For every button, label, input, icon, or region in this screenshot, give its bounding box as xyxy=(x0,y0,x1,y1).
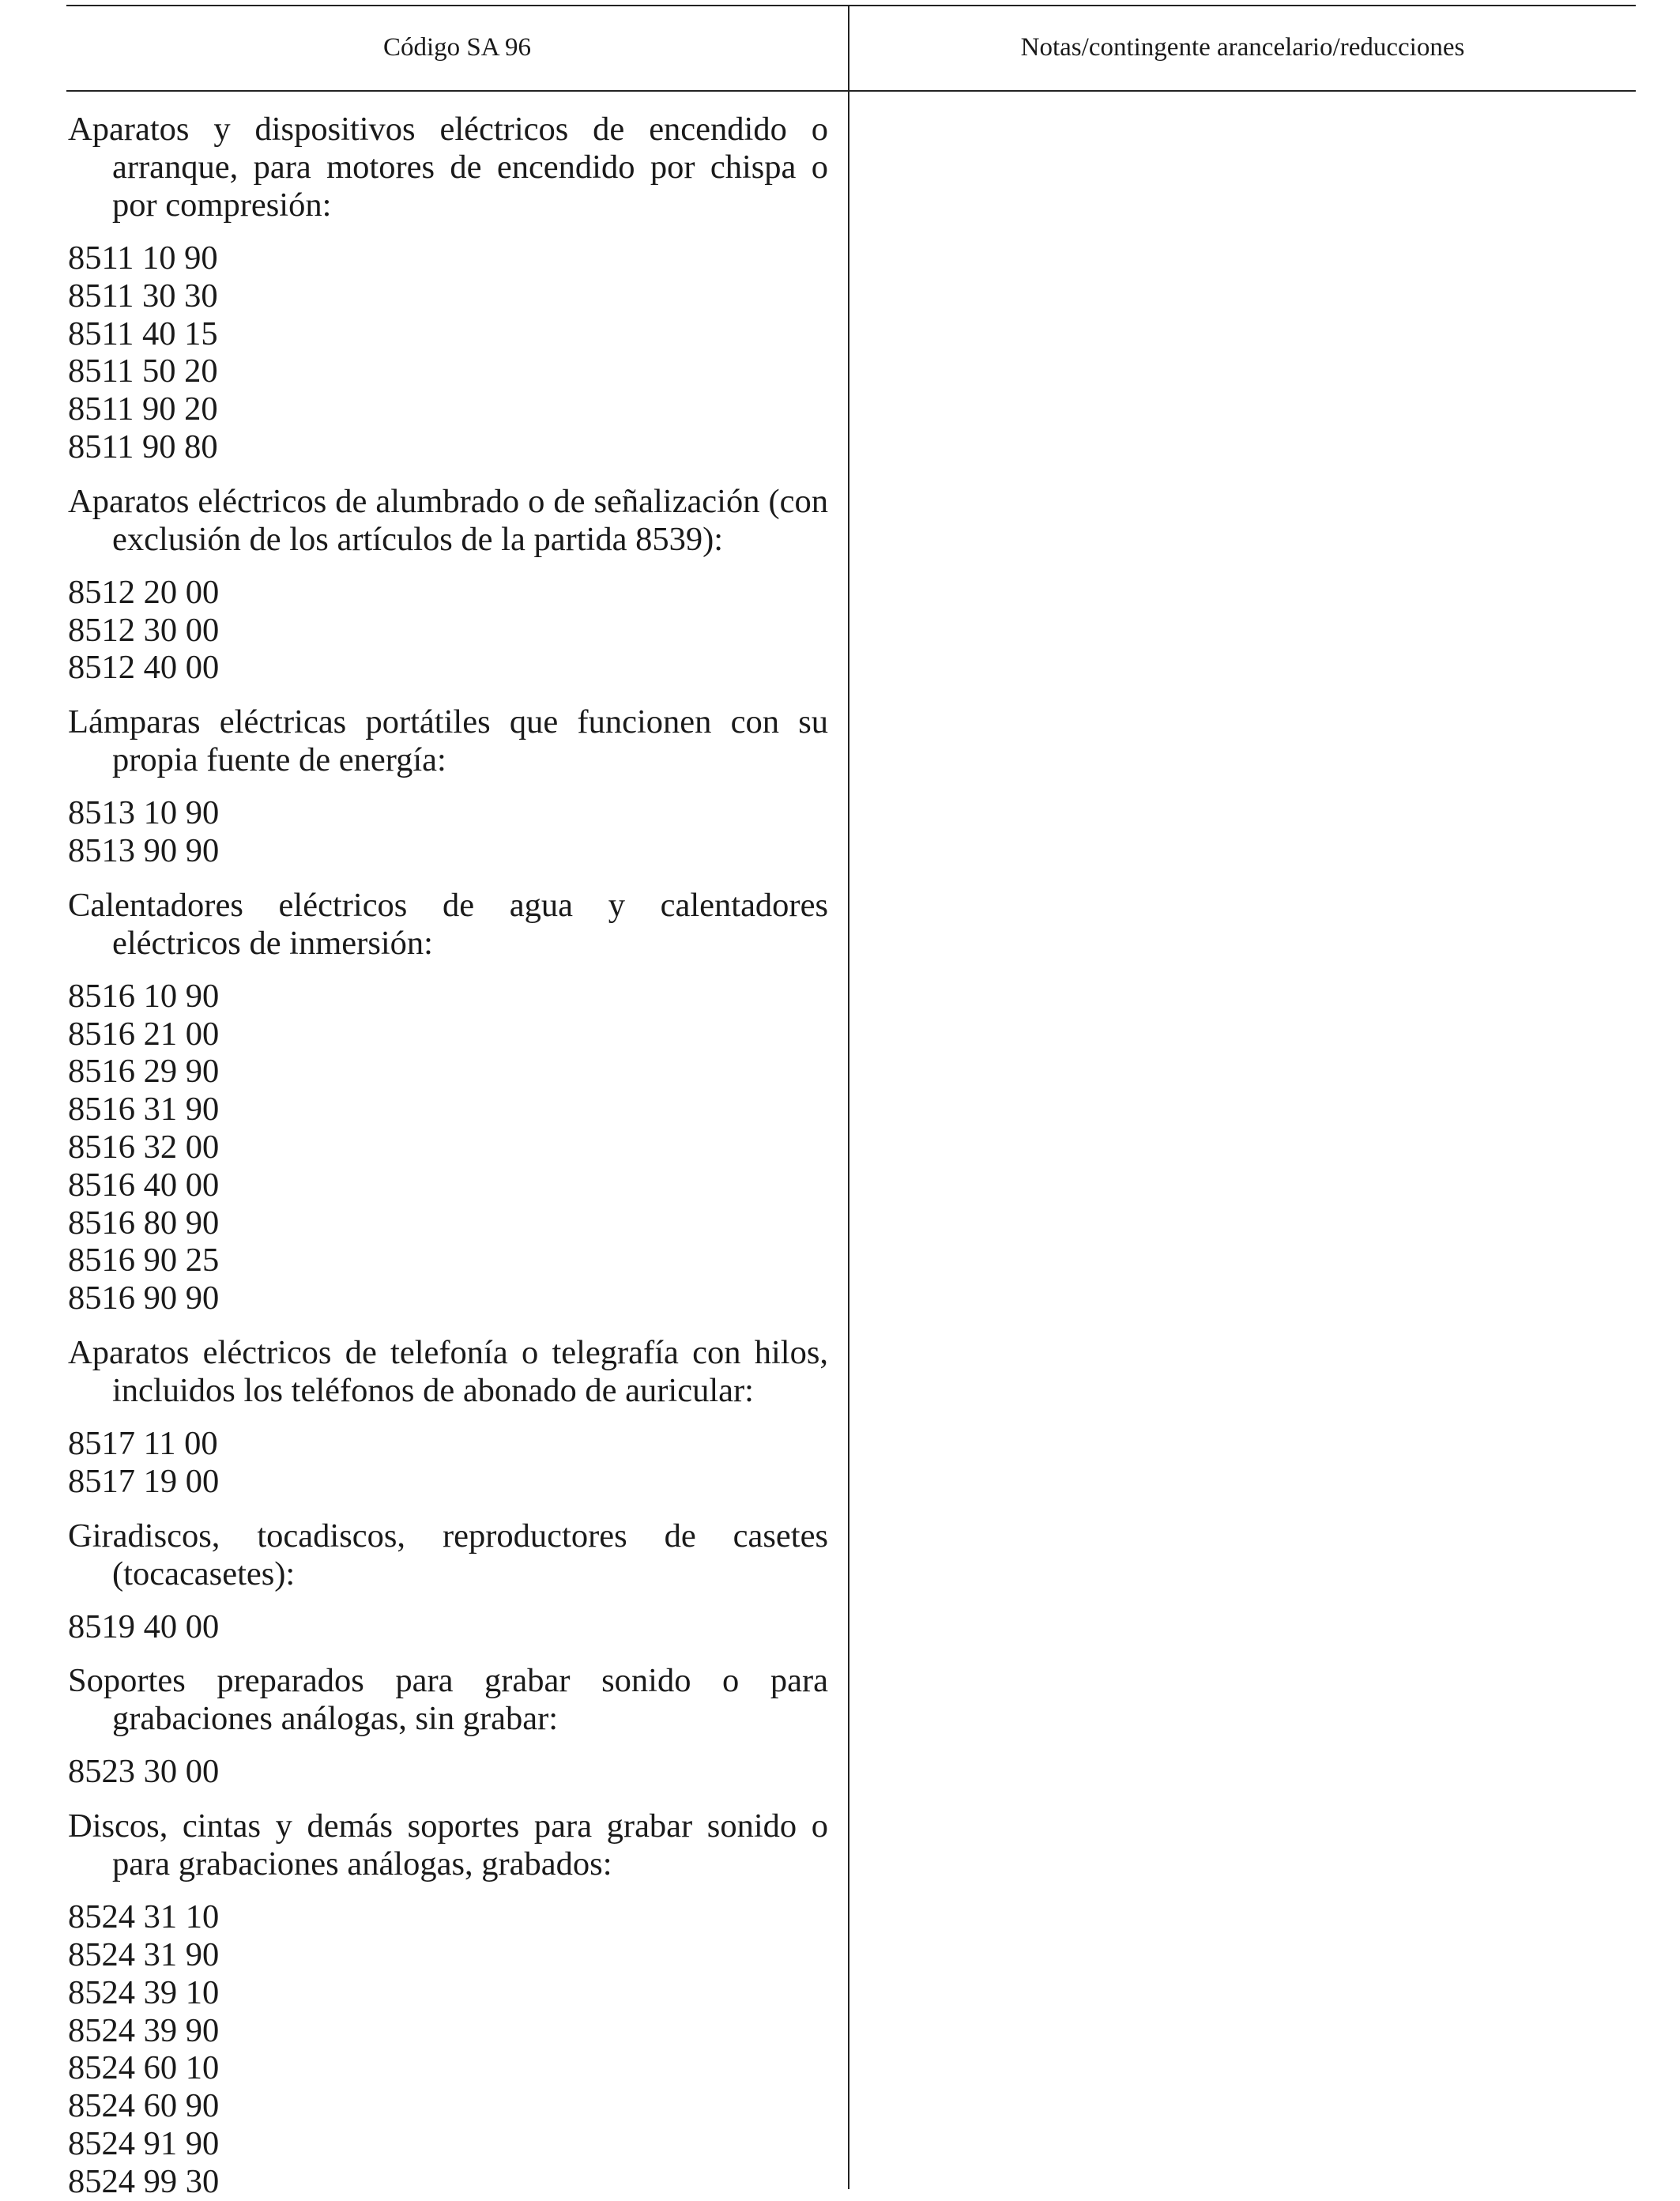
product-group xyxy=(68,1807,828,2200)
hs-code: 8516 90 90 xyxy=(68,1280,220,1317)
product-description: Aparatos eléctricos de alumbrado o de señalización (con exclusión de los artículos de la partida 8539): xyxy=(68,482,828,558)
product-description: Calentadores eléctricos de agua y calentadores eléctricos de inmersión: xyxy=(68,886,828,962)
hs-code: 8512 30 00 xyxy=(68,611,220,649)
table-header-rule xyxy=(66,90,1636,92)
hs-code-list xyxy=(68,1425,828,1501)
hs-code: 8524 31 10 xyxy=(68,1898,220,1936)
hs-code: 8511 30 30 xyxy=(68,277,218,315)
product-description: Giradiscos, tocadiscos, reproductores de casetes (tocacasetes): xyxy=(68,1517,828,1592)
hs-code: 8511 40 15 xyxy=(68,315,218,352)
hs-code: 8516 80 90 xyxy=(68,1204,220,1242)
hs-code: 8516 31 90 xyxy=(68,1091,220,1129)
hs-code: 8524 99 30 xyxy=(68,2162,220,2200)
hs-code: 8511 90 20 xyxy=(68,390,218,428)
hs-code: 8524 91 90 xyxy=(68,2124,220,2162)
product-group xyxy=(68,887,828,1317)
hs-code: 8512 20 00 xyxy=(68,573,220,611)
product-group xyxy=(68,703,828,870)
hs-code-list xyxy=(68,1753,828,1791)
hs-code: 8517 11 00 xyxy=(68,1424,218,1462)
hs-code: 8517 19 00 xyxy=(68,1462,220,1500)
hs-code-list xyxy=(68,1898,828,2200)
hs-code: 8516 29 90 xyxy=(68,1053,220,1091)
hs-code: 8511 50 20 xyxy=(68,352,218,390)
product-group xyxy=(68,1334,828,1501)
hs-code: 8519 40 00 xyxy=(68,1607,220,1645)
hs-code: 8516 90 25 xyxy=(68,1242,220,1280)
hs-code-list xyxy=(68,1608,828,1646)
product-description: Discos, cintas y demás soportes para grabar sonido o para grabaciones análogas, grabados: xyxy=(68,1807,828,1883)
hs-code-list xyxy=(68,794,828,870)
hs-code-list xyxy=(68,239,828,466)
hs-code: 8516 32 00 xyxy=(68,1128,220,1166)
header-notes-quota-reductions: Notas/contingente arancelario/reducciones xyxy=(1020,32,1465,62)
hs-code-list xyxy=(68,574,828,687)
product-group xyxy=(68,1662,828,1791)
hs-code: 8524 31 90 xyxy=(68,1935,220,1973)
hs-code: 8524 39 10 xyxy=(68,1973,220,2011)
product-description: Aparatos eléctricos de telefonía o telegrafía con hilos, incluidos los teléfonos de abonado de auricular: xyxy=(68,1333,828,1409)
hs-code: 8511 10 90 xyxy=(68,239,218,277)
hs-code: 8523 30 00 xyxy=(68,1753,220,1791)
hs-code: 8516 10 90 xyxy=(68,977,220,1015)
product-group xyxy=(68,111,828,466)
hs-code: 8524 39 90 xyxy=(68,2011,220,2049)
hs-code: 8516 21 00 xyxy=(68,1015,220,1053)
column-divider xyxy=(848,5,849,2189)
hs-code: 8513 10 90 xyxy=(68,794,220,832)
product-group xyxy=(68,483,828,687)
product-description: Lámparas eléctricas portátiles que funcionen con su propia fuente de energía: xyxy=(68,703,828,779)
product-description: Aparatos y dispositivos eléctricos de encendido o arranque, para motores de encendido por chispa o por compresión: xyxy=(68,111,828,224)
hs-code: 8511 90 80 xyxy=(68,428,218,465)
hs-code: 8516 40 00 xyxy=(68,1166,220,1204)
product-group xyxy=(68,1517,828,1646)
hs-code-column xyxy=(68,111,828,2201)
hs-code: 8513 90 90 xyxy=(68,831,220,869)
hs-code-list xyxy=(68,978,828,1317)
hs-code: 8524 60 90 xyxy=(68,2087,220,2125)
hs-code: 8524 60 10 xyxy=(68,2049,220,2087)
header-hs-code: Código SA 96 xyxy=(382,32,532,62)
hs-code: 8512 40 00 xyxy=(68,649,220,687)
product-description: Soportes preparados para grabar sonido o para grabaciones análogas, sin grabar: xyxy=(68,1662,828,1738)
